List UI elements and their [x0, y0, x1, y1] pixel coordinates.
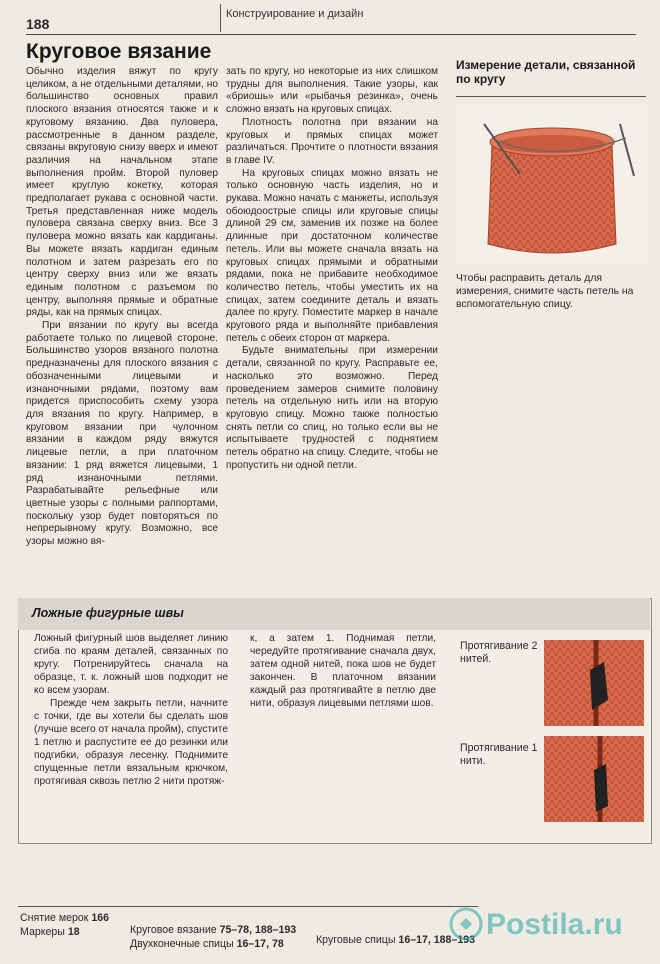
- knit-sample-2-threads: [544, 640, 644, 726]
- knit-sample-drawing: [544, 640, 644, 726]
- paragraph: На круговых спицах можно вязать не только основную часть изделия, но и рукава. Можно начать с манжеты, используя обоюдоострые спицы или круговые спицы длиной 29 см, заменив их позже на более длинные при достаточном количестве петель. Или вы можете сначала вязать на круговых спицах прямыми и обратными рядами, пока не прибавите необходимое количество петель, чтобы уместить их на спицах, затем соедините деталь и вязать далее по кругу. Поместите маркер в начале кругового ряда и выполняйте прибавления петель с обеих сторон от маркера.: [226, 167, 438, 344]
- page-title: Круговое вязание: [26, 40, 212, 63]
- header-divider: [220, 4, 221, 32]
- watermark-text: Postila.ru: [486, 908, 623, 941]
- paragraph: Будьте внимательны при измерении детали, связанной по кругу. Расправьте ее, насколько это возможно. Перед проведением замеров снимите половину петель на отдельную нить или на вторую круговую спицу. Можно также полностью снять петли со спиц, но только если вы не испытываете трудностей с поднятием петель обратно на спицу. Следите, чтобы не пропустить ни одной петли.: [226, 345, 438, 471]
- ref-pages: 166: [91, 912, 110, 924]
- paragraph: к, а затем 1. Поднимая петли, чередуйте протягивание сначала двух, затем одной нитей, пока шов не будет закончен. В платочном вязании каждый раз протягивайте в петлю две нити, образуя лицевыми петлями шов.: [250, 633, 436, 709]
- knitted-tube-illustration: [456, 104, 648, 264]
- ref-label: Круговые спицы: [316, 934, 399, 946]
- paragraph: Обычно изделия вяжут по кругу целиком, а не отдельными деталями, но большинство основных правил плоского вязания относятся также и к круговому вязанию. Два пуловера, рассмотренные в данном разделе, связаны вкруговую снизу вверх и имеют различия на начальном этапе выполнения пройм. Второй пуловер имеет круглую кокетку, которая предполагает рукава с основной части. Третья представленная ниже модель пуловера связана сверху вниз. Все 3 пуловера можно вязать как кардиганы. Вы можете вязать кардиган единым полотном и затем разрезать его по центру сверху вниз или же вязать единым полотном с разъемом по центру, выполняя прямые и обратные ряды, как на прямых спицах.: [26, 66, 218, 319]
- ref-label: Снятие мерок: [20, 912, 92, 924]
- knitted-tube-drawing: [456, 104, 648, 264]
- sidebar-rule: [456, 96, 646, 97]
- paragraph: зать по кругу, но некоторые из них слишком трудны для выполнения. Такие узоры, как «бриошь» или «рыбачья резинка», очень сложно вязать на круговых спицах.: [226, 66, 438, 116]
- paragraph: При вязании по кругу вы всегда работаете только по лицевой стороне. Большинство узоров вязаного полотна предназначены для плоского вязания с обозначенными лицевыми и изнаночными рядами, поэтому вам придется приспособить схему узора для вязания по кругу. Например, в круговом вязании при чулочном вязании в каждом ряду вяжутся лицевые петли, а при платочном вязании: 1 ряд вяжется лицевыми, 1 ряд изнаночными петлями. Разрабатывайте рельефные или цветные узоры с полными раппортами, поскольку узор будет повторяться по непрерывному кругу. Возможно, все узоры можно вя-: [26, 320, 218, 548]
- ref-label: Маркеры: [20, 926, 68, 938]
- watermark-drawing: [446, 898, 656, 950]
- header-rule: [26, 34, 636, 35]
- sample-label-1-thread: Протягивание 1 нити.: [460, 742, 538, 767]
- body-column-2: [226, 66, 438, 473]
- paragraph: Ложный фигурный шов выделяет линию сгиба по краям деталей, связанных по кругу. Потренируйтесь сначала на образце, т. к. ложный шов подходит не ко всем узорам.: [34, 633, 228, 696]
- section-title: Конструирование и дизайн: [226, 8, 364, 20]
- knit-sample-1-thread: [544, 736, 644, 822]
- watermark-logo: [446, 898, 656, 950]
- body-column-1: [26, 66, 218, 549]
- footer-ref: [20, 912, 109, 924]
- paragraph: Прежде чем закрыть петли, начните с точки, где вы хотели бы сделать шов (лучше всего от начала пройм), спустите 1 петлю и распустите ее до резинки или подгибки, образуя лесенку. Поднимите спущенные петли вязальным крючком, протягивая сквозь петлю 2 нити протяж-: [34, 698, 228, 787]
- footer-ref: [20, 926, 80, 938]
- ref-pages: 75–78, 188–193: [219, 924, 297, 936]
- tip-column-2: [250, 632, 436, 710]
- knit-sample-drawing: [544, 736, 644, 822]
- tip-column-1: [34, 632, 228, 788]
- footer-ref: [130, 924, 296, 936]
- sample-label-2-threads: Протягивание 2 нитей.: [460, 640, 538, 665]
- ref-pages: 18: [67, 926, 80, 938]
- paragraph: Плотность полотна при вязании на круговых и прямых спицах может различаться. Прочтите о плотности вязания в главе IV.: [226, 116, 438, 166]
- footer-rule: [18, 906, 478, 907]
- tip-box-title: Ложные фигурные швы: [32, 606, 184, 620]
- sidebar-title: Измерение детали, связанной по кругу: [456, 58, 636, 86]
- ref-label: Круговое вязание: [130, 924, 220, 936]
- footer-ref: [130, 938, 284, 950]
- ref-pages: 16–17, 188–193: [398, 934, 476, 946]
- ref-pages: 16–17, 78: [236, 938, 284, 950]
- page-number: 188: [26, 16, 50, 32]
- figure-caption: Чтобы расправить деталь для измерения, снимите часть петель на вспомогательную спицу.: [456, 273, 634, 310]
- ref-label: Двухконечные спицы: [130, 938, 237, 950]
